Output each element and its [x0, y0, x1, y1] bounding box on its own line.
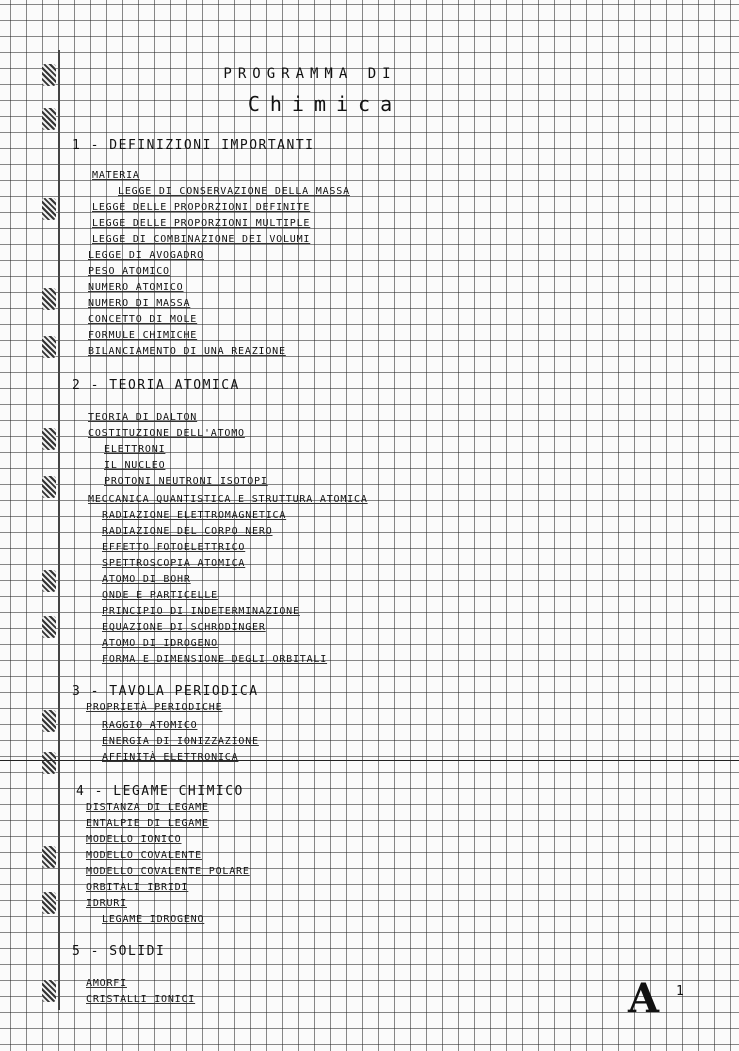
list-item: LEGAME IDROGENO: [102, 914, 205, 925]
list-item: PROTONI NEUTRONI ISOTOPI: [104, 476, 268, 487]
page-mark: A: [628, 975, 660, 1022]
section-heading: 5 - SOLIDI: [72, 944, 166, 959]
list-item: ONDE E PARTICELLE: [102, 590, 218, 601]
binder-hole: [42, 336, 56, 358]
page-title: [190, 66, 430, 116]
binder-hole: [42, 752, 56, 774]
title-line-1: PROGRAMMA DI: [223, 66, 397, 82]
list-item: ENERGIA DI IONIZZAZIONE: [102, 736, 259, 747]
binder-hole: [42, 570, 56, 592]
list-item: BILANCIAMENTO DI UNA REAZIONE: [88, 346, 286, 357]
page-number: 1: [676, 984, 684, 999]
list-item: ELETTRONI: [104, 444, 166, 455]
list-item: MATERIA: [92, 170, 140, 181]
binder-hole: [42, 892, 56, 914]
binder-hole: [42, 108, 56, 130]
section-heading: 4 - LEGAME CHIMICO: [76, 784, 244, 799]
list-item: FORMULE CHIMICHE: [88, 330, 198, 341]
list-item: MODELLO IONICO: [86, 834, 182, 845]
margin-line: [58, 50, 60, 1010]
binder-hole: [42, 288, 56, 310]
list-item: IDRURI: [86, 898, 127, 909]
list-item: LEGGE DI COMBINAZIONE DEI VOLUMI: [92, 234, 311, 245]
list-item: AFFINITÀ ELETTRONICA: [102, 752, 239, 763]
list-item: LEGGE DELLE PROPORZIONI MULTIPLE: [92, 218, 311, 229]
list-item: NUMERO ATOMICO: [88, 282, 184, 293]
list-item: EFFETTO FOTOELETTRICO: [102, 542, 246, 553]
list-item: SPETTROSCOPIA ATOMICA: [102, 558, 246, 569]
section-heading: 1 - DEFINIZIONI IMPORTANTI: [72, 138, 315, 153]
list-item: MODELLO COVALENTE: [86, 850, 202, 861]
binder-hole: [42, 616, 56, 638]
list-item: MECCANICA QUANTISTICA E STRUTTURA ATOMICA: [88, 494, 368, 505]
list-item: RADIAZIONE ELETTROMAGNETICA: [102, 510, 287, 521]
list-item: EQUAZIONE DI SCHRODINGER: [102, 622, 266, 633]
list-item: CRISTALLI IONICI: [86, 994, 196, 1005]
binder-hole: [42, 198, 56, 220]
binder-hole: [42, 710, 56, 732]
list-item: LEGGE DELLE PROPORZIONI DEFINITE: [92, 202, 311, 213]
binder-hole: [42, 980, 56, 1002]
list-item: LEGGE DI AVOGADRO: [88, 250, 204, 261]
list-item: PRINCIPIO DI INDETERMINAZIONE: [102, 606, 300, 617]
list-item: RAGGIO ATOMICO: [102, 720, 198, 731]
list-item: IL NUCLEO: [104, 460, 166, 471]
list-item: ENTALPIE DI LEGAME: [86, 818, 209, 829]
list-item: ORBITALI IBRIDI: [86, 882, 189, 893]
binder-hole: [42, 476, 56, 498]
section-heading: 2 - TEORIA ATOMICA: [72, 378, 240, 393]
list-item: PROPRIETÀ PERIODICHE: [86, 702, 223, 713]
binder-hole: [42, 64, 56, 86]
binder-margin: [18, 40, 60, 1020]
list-item: TEORIA DI DALTON: [88, 412, 198, 423]
list-item: FORMA E DIMENSIONE DEGLI ORBITALI: [102, 654, 328, 665]
list-item: ATOMO DI BOHR: [102, 574, 191, 585]
list-item: MODELLO COVALENTE POLARE: [86, 866, 250, 877]
title-line-2: Chimica: [247, 92, 403, 116]
binder-hole: [42, 428, 56, 450]
list-item: CONCETTO DI MOLE: [88, 314, 198, 325]
binder-hole: [42, 846, 56, 868]
list-item: ATOMO DI IDROGENO: [102, 638, 218, 649]
list-item: PESO ATOMICO: [88, 266, 170, 277]
list-item: RADIAZIONE DEL CORPO NERO: [102, 526, 273, 537]
list-item: AMORFI: [86, 978, 127, 989]
section-heading: 3 - TAVOLA PERIODICA: [72, 684, 259, 699]
list-item: COSTITUZIONE DELL'ATOMO: [88, 428, 245, 439]
list-item: DISTANZA DI LEGAME: [86, 802, 209, 813]
list-item: NUMERO DI MASSA: [88, 298, 191, 309]
list-item: LEGGE DI CONSERVAZIONE DELLA MASSA: [118, 186, 350, 197]
